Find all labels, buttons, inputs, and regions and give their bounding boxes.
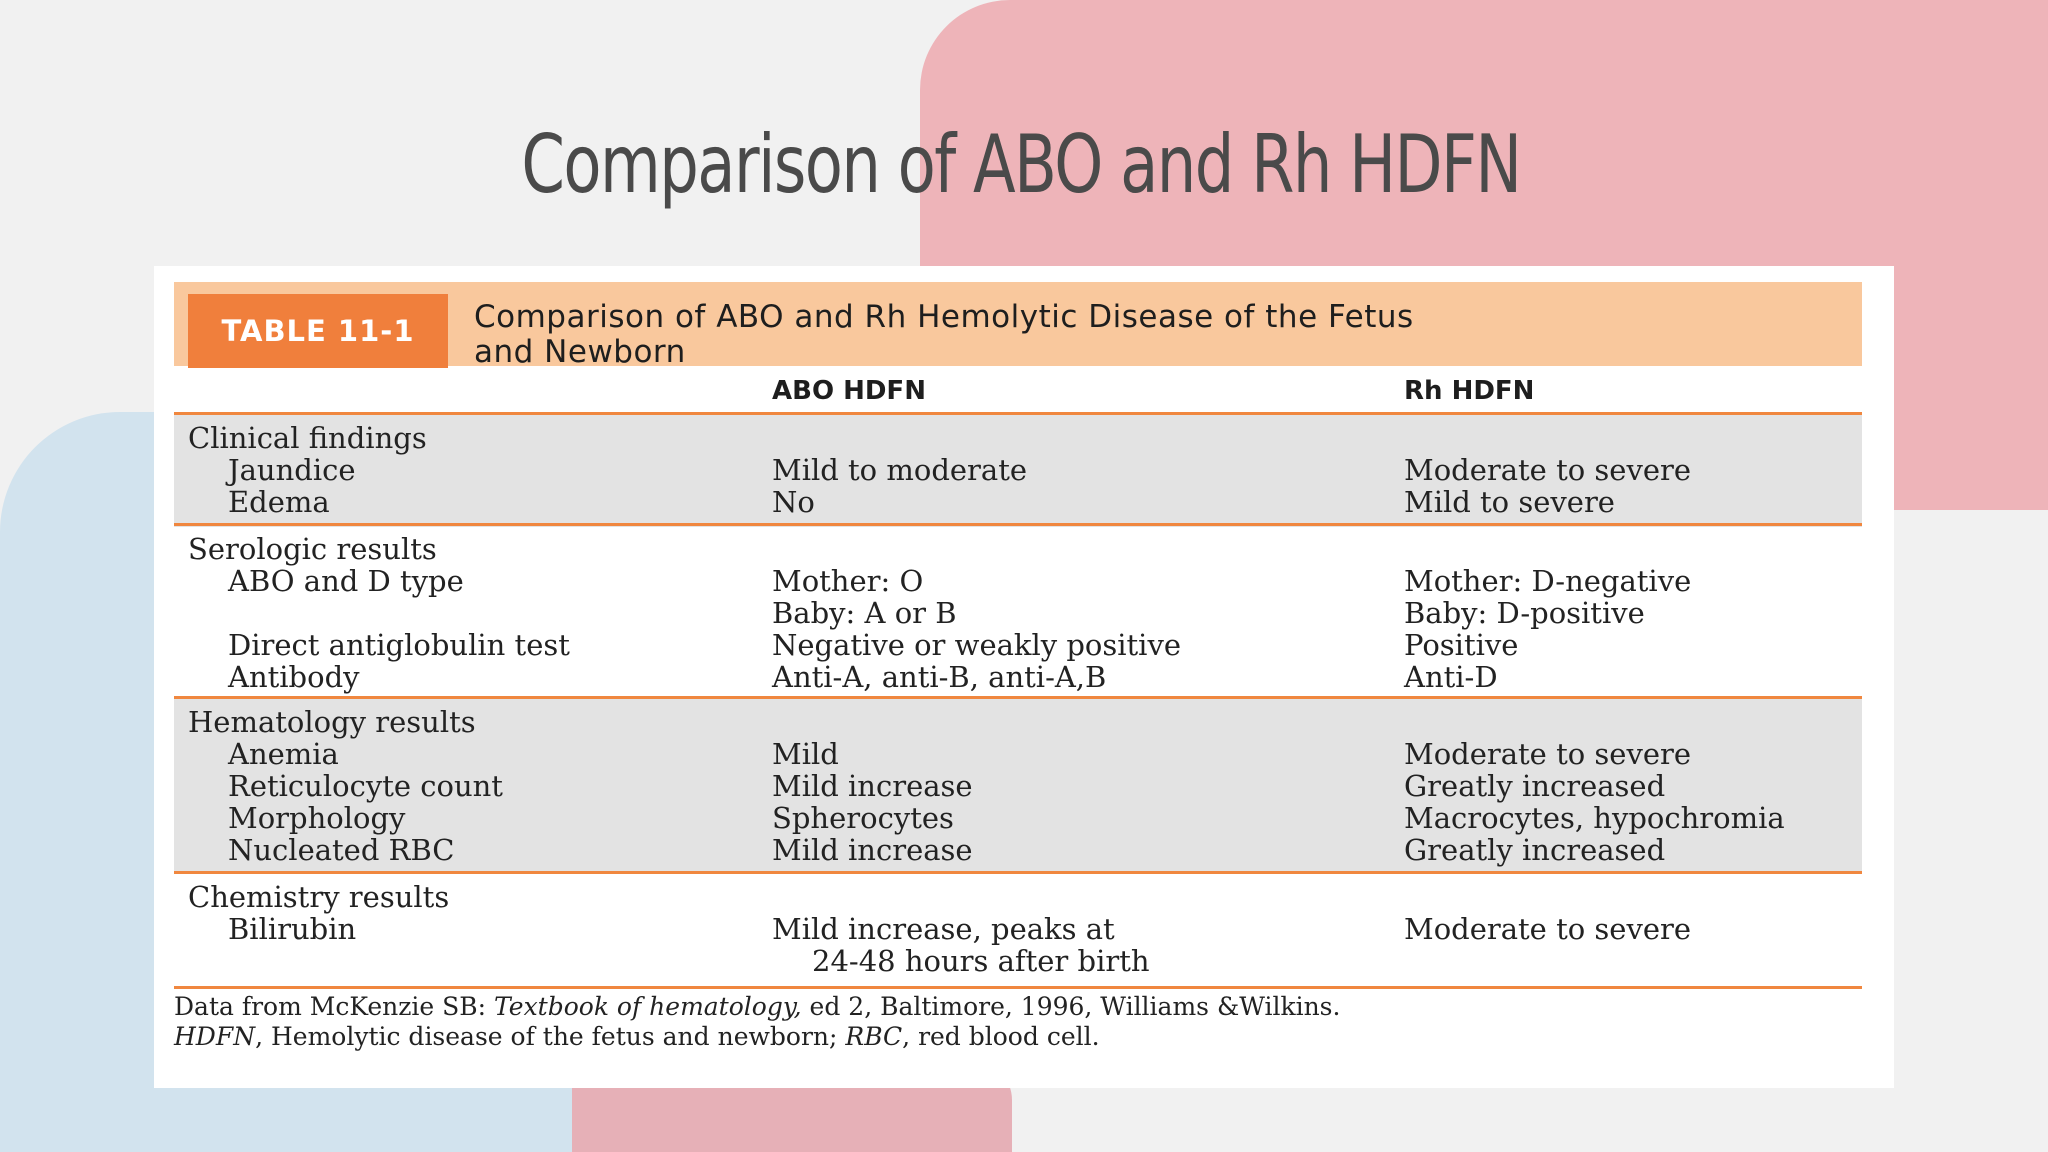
table-caption-line-2: and Newborn (474, 334, 686, 370)
section-heading: Serologic results (188, 532, 437, 566)
row-label: Anemia (228, 737, 339, 771)
row-label: Reticulocyte count (228, 769, 503, 803)
section-heading: Clinical findings (188, 421, 427, 455)
rh-cell: Positive (1404, 628, 1519, 662)
footnote-text: , red blood cell. (902, 1022, 1100, 1051)
row-label: Edema (228, 485, 330, 519)
rh-cell: Anti-D (1404, 660, 1498, 694)
rh-cell: Greatly increased (1404, 833, 1666, 867)
rh-cell: Mother: D-negative (1404, 564, 1692, 598)
abo-cell: Mother: O (772, 564, 924, 598)
row-label: ABO and D type (228, 564, 464, 598)
abo-cell: Spherocytes (772, 801, 954, 835)
abo-cell: 24-48 hours after birth (812, 944, 1150, 978)
rh-cell: Moderate to severe (1404, 912, 1692, 946)
row-label: Jaundice (228, 453, 356, 487)
table-footnote (174, 992, 1874, 1052)
footnote-text: , Hemolytic disease of the fetus and newborn; (255, 1022, 846, 1051)
slide-title: Comparison of ABO and Rh HDFN (521, 118, 1521, 211)
footnote-text: ed 2, Baltimore, 1996, Williams &Wilkins. (801, 992, 1341, 1021)
abo-cell: Negative or weakly positive (772, 628, 1182, 662)
footnote-abbrev: HDFN (174, 1022, 256, 1051)
table-figure (154, 266, 1894, 1088)
rh-cell: Macrocytes, hypochromia (1404, 801, 1785, 835)
abo-cell: Anti-A, anti-B, anti-A,B (772, 660, 1107, 694)
row-label: Bilirubin (228, 912, 357, 946)
section-heading: Chemistry results (188, 880, 450, 914)
column-header-abo: ABO HDFN (772, 376, 926, 406)
rh-cell: Mild to severe (1404, 485, 1615, 519)
footnote-abbrev: RBC (845, 1022, 903, 1051)
section-heading: Hematology results (188, 705, 476, 739)
footnote-text: Data from McKenzie SB: (174, 992, 495, 1021)
abo-cell: No (772, 485, 815, 519)
abo-cell: Baby: A or B (772, 596, 957, 630)
footnote-line-1 (174, 992, 1874, 1022)
abo-cell: Mild increase, peaks at (772, 912, 1115, 946)
footnote-book-title: Textbook of hematology, (494, 992, 802, 1021)
rh-cell: Greatly increased (1404, 769, 1666, 803)
table-caption (474, 300, 1844, 370)
footnote-line-2 (174, 1022, 1874, 1052)
rh-cell: Baby: D-positive (1404, 596, 1645, 630)
rh-cell: Moderate to severe (1404, 737, 1692, 771)
table-bottom-rule (174, 986, 1862, 989)
abo-cell: Mild (772, 737, 839, 771)
section-serologic-results (174, 526, 1862, 696)
section-hematology-results (174, 699, 1862, 871)
rh-cell: Moderate to severe (1404, 453, 1692, 487)
abo-cell: Mild increase (772, 833, 973, 867)
table-number-tag: TABLE 11-1 (188, 294, 448, 368)
abo-cell: Mild increase (772, 769, 973, 803)
section-chemistry-results (174, 874, 1862, 984)
row-label: Direct antiglobulin test (228, 628, 570, 662)
row-label: Nucleated RBC (228, 833, 455, 867)
section-clinical-findings (174, 415, 1862, 527)
table-caption-line-1: Comparison of ABO and Rh Hemolytic Disease of the Fetus (474, 299, 1414, 335)
row-label: Antibody (228, 660, 360, 694)
row-label: Morphology (228, 801, 406, 835)
table-caption-bar (174, 282, 1862, 370)
column-header-rh: Rh HDFN (1404, 376, 1535, 406)
abo-cell: Mild to moderate (772, 453, 1028, 487)
